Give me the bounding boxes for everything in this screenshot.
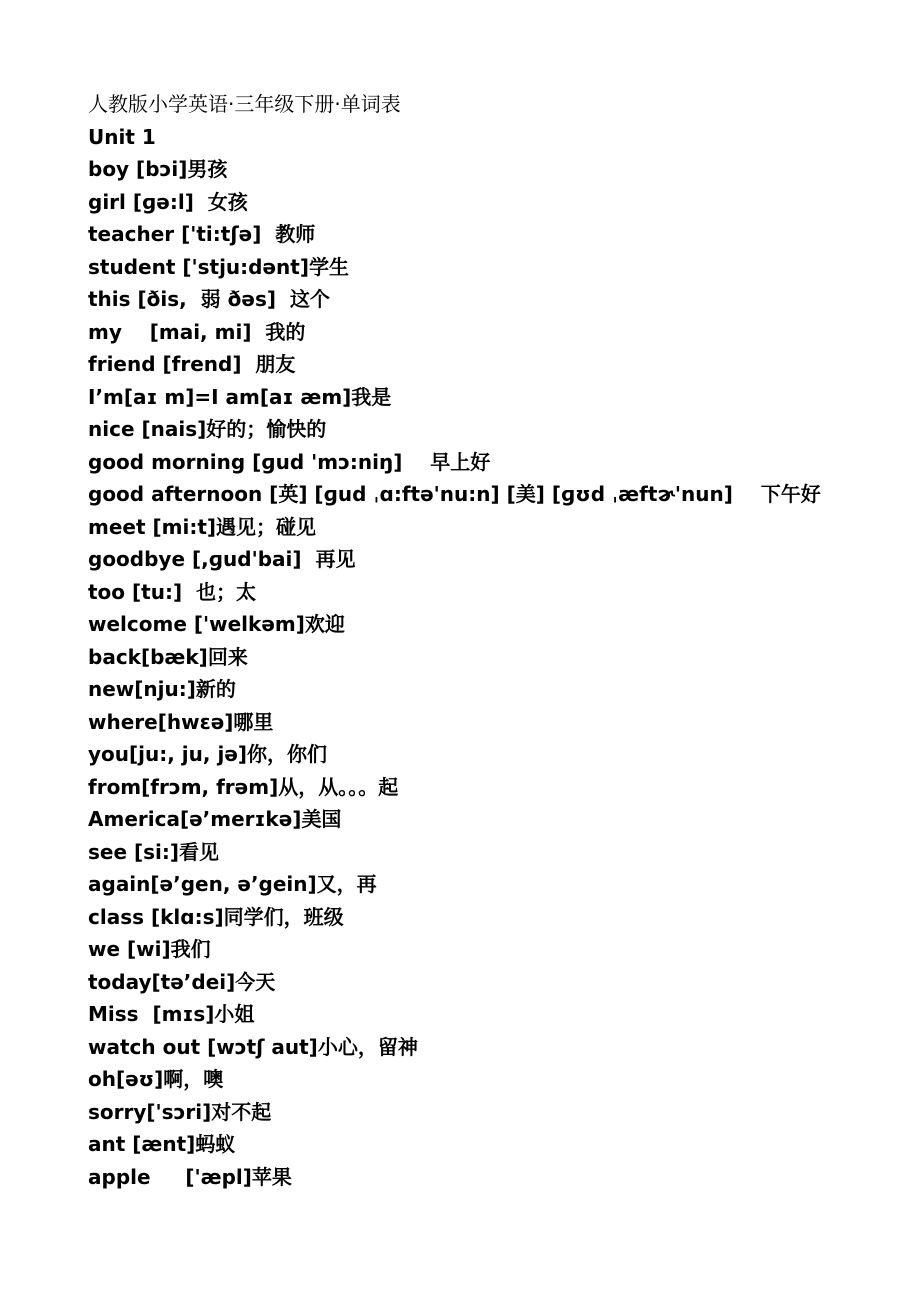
vocab-entry: boy [bɔi]男孩: [88, 157, 228, 181]
vocab-entry: Miss [mɪs]小姐: [88, 1002, 255, 1026]
vocab-entry: today[tə’dei]今天: [88, 969, 276, 994]
vocab-entry: you[ju:, ju, jə]你，你们: [88, 742, 328, 766]
vocab-entry: new[nju:]新的: [88, 677, 236, 701]
vocab-entry: meet [mi:t]遇见；碰见: [88, 514, 317, 539]
vocab-entry: my [mai, mi] 我的: [88, 319, 306, 344]
vocab-entry: apple ['æpl]苹果: [88, 1164, 292, 1189]
vocab-entry: girl [ɡə:l] 女孩: [88, 189, 248, 214]
vocab-entry: oh[əʊ]啊，噢: [88, 1067, 224, 1091]
vocab-entry: sorry['sɔri]对不起: [88, 1099, 272, 1124]
vocab-entry: watch out [wɔtʃ aut]小心，留神: [88, 1034, 418, 1059]
vocab-entry: welcome ['welkəm]欢迎: [88, 612, 345, 636]
vocab-entry: goodbye [,ɡud'bai] 再见: [88, 547, 356, 571]
document-title: 人教版小学英语·三年级下册·单词表: [88, 92, 401, 116]
vocab-entry: good afternoon [英] [ɡud ˌɑ:ftə'nu:n] [美] [ɡʊd ˌæftɚ'nun] 下午好: [88, 482, 821, 506]
vocab-entry: nice [nais]好的；愉快的: [88, 417, 327, 441]
vocab-entry: good morning [ɡud 'mɔ:niŋ] 早上好: [88, 449, 491, 474]
vocab-entry: student ['stju:dənt]学生: [88, 254, 349, 279]
vocab-entry: too [tu:] 也；太: [88, 579, 257, 604]
vocab-entry: we [wi]我们: [88, 937, 211, 961]
vocab-entry: ant [ænt]蚂蚁: [88, 1132, 236, 1156]
vocab-entry: class [klɑ:s]同学们，班级: [88, 904, 344, 929]
vocab-entry: from[frɔm, frəm]从，从。。。起: [88, 774, 399, 799]
vocab-entry: friend [frend] 朋友: [88, 352, 296, 376]
vocab-entry: teacher ['ti:tʃə] 教师: [88, 222, 316, 246]
vocab-entry: again[ə’gen, ə’gein]又，再: [88, 872, 377, 896]
unit-heading: Unit 1: [88, 124, 156, 149]
vocab-entry: back[bæk]回来: [88, 644, 248, 669]
vocab-entry: this [ðis, 弱 ðəs] 这个: [88, 287, 330, 311]
vocab-entry: I’m[aɪ m]=I am[aɪ æm]我是: [88, 384, 392, 409]
vocab-entry: America[ə’merɪkə]美国: [88, 807, 342, 831]
vocab-entry: where[hwɛə]哪里: [88, 709, 274, 734]
word-list: [88, 88, 888, 1193]
vocab-entry: see [si:]看见: [88, 839, 220, 864]
